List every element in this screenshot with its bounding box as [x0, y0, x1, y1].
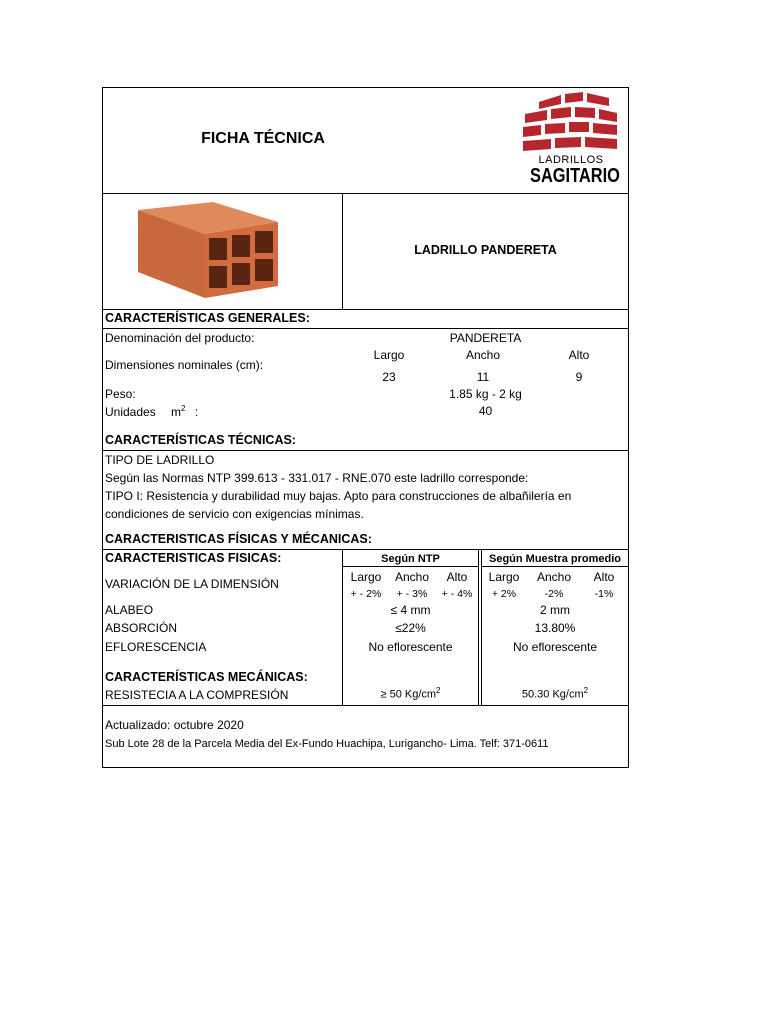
dim-value-ancho: 11 [476, 370, 490, 384]
tipo-label: TIPO DE LADRILLO [105, 453, 215, 467]
logo-line1: LADRILLOS [538, 154, 604, 166]
alabeo-muestra: 2 mm [540, 603, 570, 617]
muestra-dim-value-alto: -1% [594, 588, 614, 600]
absorcion-label: ABSORCIÓN [105, 621, 178, 635]
unidades-sup: 2 [181, 404, 186, 413]
brick-wall-logo-icon [521, 92, 621, 156]
dim-value-alto: 9 [575, 370, 583, 384]
logo-line2: SAGITARIO [530, 165, 620, 187]
peso-label: Peso: [105, 387, 136, 401]
muestra-dim-header-alto: Alto [593, 570, 615, 584]
brick-image [133, 200, 283, 300]
unidades-unit: m [171, 405, 182, 419]
dim-header-largo: Largo [373, 348, 405, 362]
dim-value-largo: 23 [382, 370, 396, 384]
resistencia-ntp-sup: 2 [436, 686, 441, 695]
general-heading: CARACTERÍSTICAS GENERALES: [105, 311, 310, 325]
resistencia-muestra-value: 50.30 Kg/cm [521, 688, 584, 701]
resistencia-label: RESISTECIA A LA COMPRESIÓN [105, 688, 289, 702]
absorcion-muestra: 13.80% [534, 621, 576, 635]
variacion-label: VARIACIÓN DE LA DIMENSIÓN [105, 577, 279, 591]
unidades-colon: : [194, 405, 199, 419]
denominacion-label: Denominación del producto: [105, 331, 255, 345]
tecnicas-heading: CARACTERÍSTICAS TÉCNICAS: [105, 433, 296, 447]
eflorescencia-ntp: No eflorescente [368, 640, 453, 654]
updated-date: Actualizado: octubre 2020 [105, 718, 244, 732]
page-title: FICHA TÉCNICA [201, 130, 325, 147]
resistencia-muestra-sup: 2 [583, 686, 589, 695]
alabeo-label: ALABEO [105, 603, 154, 617]
product-name: LADRILLO PANDERETA [414, 243, 557, 257]
resistencia-ntp-value: ≥ 50 Kg/cm [380, 688, 437, 701]
ntp-dim-header-largo: Largo [350, 570, 382, 584]
ntp-dim-value-alto: + - 4% [441, 588, 473, 600]
eflorescencia-muestra: No eflorescente [512, 640, 598, 654]
unidades-label [105, 404, 198, 419]
alabeo-ntp: ≤ 4 mm [390, 603, 431, 617]
hollow-brick-icon [133, 200, 283, 300]
address: Sub Lote 28 de la Parcela Media del Ex-Fundo Huachipa, Lurigancho- Lima. Telf: 371-0611 [105, 738, 549, 750]
muestra-dim-value-largo: + 2% [491, 588, 517, 600]
dimensiones-label: Dimensiones nominales (cm): [105, 358, 264, 372]
absorcion-ntp: ≤22% [395, 621, 426, 635]
fisicas-subheading: CARACTERISTICAS FISICAS: [105, 551, 282, 565]
fisicas-heading: CARACTERISTICAS FÍSICAS Y MÉCANICAS: [105, 532, 372, 546]
resistencia-ntp [343, 686, 478, 701]
muestra-dim-header-ancho: Ancho [536, 570, 572, 584]
tecnicas-line3: condiciones de servicio con exigencias mínimas. [105, 507, 364, 521]
dim-header-alto: Alto [568, 348, 590, 362]
ntp-dim-value-ancho: + - 3% [396, 588, 428, 600]
ntp-dim-header-ancho: Ancho [394, 570, 430, 584]
muestra-dim-header-largo: Largo [488, 570, 520, 584]
unidades-value: 40 [478, 404, 493, 418]
unidades-text: Unidades [105, 405, 156, 419]
ntp-dim-value-largo: + - 2% [350, 588, 382, 600]
tecnicas-line2: TIPO I: Resistencia y durabilidad muy bajas. Apto para construcciones de albañilería en [105, 489, 572, 503]
eflorescencia-label: EFLORESCENCIA [105, 640, 207, 654]
tecnicas-line1: Según las Normas NTP 399.613 - 331.017 - RNE.070 este ladrillo corresponde: [105, 471, 529, 485]
muestra-dim-value-ancho: -2% [544, 588, 564, 600]
dim-header-ancho: Ancho [465, 348, 501, 362]
resistencia-muestra [481, 686, 629, 701]
mecanicas-heading: CARACTERÍSTICAS MECÁNICAS: [105, 670, 308, 684]
col-ntp-header: Según NTP [381, 553, 440, 565]
col-muestra-header: Según Muestra promedio [488, 553, 622, 565]
denominacion-value: PANDERETA [449, 331, 522, 345]
technical-sheet [102, 87, 629, 768]
ntp-dim-header-alto: Alto [446, 570, 468, 584]
sagitario-logo [521, 92, 621, 190]
peso-value: 1.85 kg - 2 kg [449, 387, 522, 401]
